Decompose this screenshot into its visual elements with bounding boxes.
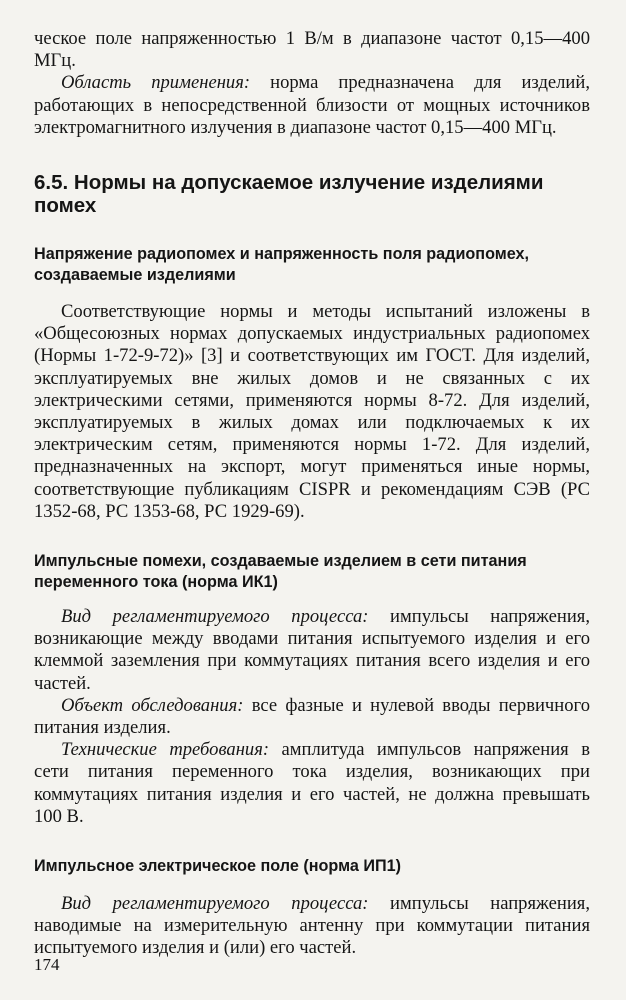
- pulse-field-text: импульсы напряжения, наводимые на измерительную антенну при коммутации питания испытуемого изделия и (или) его частей.: [34, 892, 590, 958]
- pulse-process-paragraph: [34, 606, 590, 695]
- pulse-object-text: все фазные и нулевой вводы первичного питания изделия.: [34, 694, 590, 739]
- subsection-title-radio-interference: Напряжение радиопомех и напряженность поля радиопомех, создаваемые изделиями: [34, 245, 530, 284]
- pulse-requirements-label: Технические требования:: [61, 739, 270, 761]
- page-number: 174: [34, 955, 60, 974]
- pulse-object-label: Объект обследования:: [61, 694, 244, 716]
- subsection-title-pulse-interference: Импульсные помехи, создаваемые изделием в сети питания переменного тока (норма ИК1): [34, 552, 527, 591]
- scope-text: норма предназначена для изделий, работающих в непосредственной близости от мощных источников электромагнитного излучения в диапазоне частот 0,15—400 МГц.: [34, 72, 590, 138]
- pulse-object-paragraph: [34, 695, 590, 739]
- pulse-requirements-text: амплитуда импульсов напряжения в сети питания переменного тока изделия, возникающих при коммутациях питания изделия и его частей, не должна превышать 100 В.: [34, 739, 590, 827]
- pulse-requirements-paragraph: [34, 739, 590, 828]
- pulse-field-label: Вид регламентируемого процесса:: [61, 892, 369, 914]
- pulse-process-label: Вид регламентируемого процесса:: [61, 606, 369, 628]
- section-title: 6.5. Нормы на допускаемое излучение изделиями помех: [34, 171, 544, 218]
- page-content: [34, 28, 590, 959]
- subsection-title-pulse-field: Импульсное электрическое поле (норма ИП1): [34, 857, 402, 876]
- scope-label: Область применения:: [61, 72, 251, 94]
- intro-paragraph: ческое поле напряженностью 1 В/м в диапазоне частот 0,15—400 МГц.: [34, 28, 590, 72]
- scope-paragraph: [34, 72, 590, 139]
- radio-interference-paragraph: Соответствующие нормы и методы испытаний изложены в «Общесоюзных нормах допускаемых индустриальных радиопомех (Нормы 1-72-9-72)» [3] и соответствующих им ГОСТ. Для изделий, эксплуатируемых вне жилых домов и не связанных с их электрическими сетями, применяются нормы 8-72. Для изделий, эксплуатируемых в жилых домах или подключаемых к их электрическим сетям, применяются нормы 1-72. Для изделий, предназначенных на экспорт, могут применяться иные нормы, соответствующие публикациям CISPR и рекомендациям СЭВ (РС 1352-68, РС 1353-68, РС 1929-69).: [34, 301, 590, 522]
- pulse-process-text: импульсы напряжения, возникающие между вводами питания испытуемого изделия и его клеммой заземления при коммутациях питания всего изделия и его частей.: [34, 606, 590, 694]
- pulse-field-paragraph: [34, 893, 590, 960]
